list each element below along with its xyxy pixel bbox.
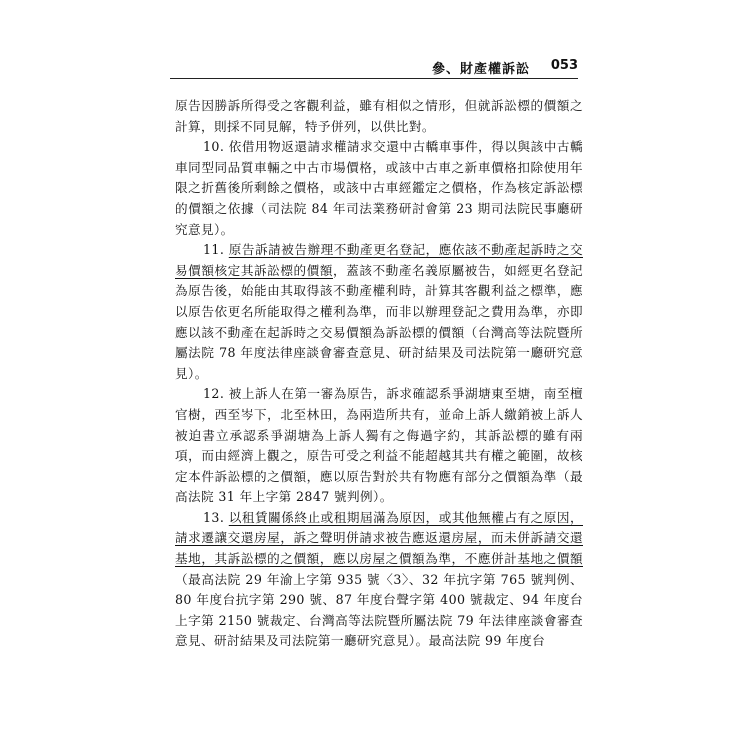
paragraph-text: ，蓋該不動產名義原屬被告，如經更名登記為原告後，始能由其取得該不動產權利時，計算其客觀利益之標準，應以原告依更名所能取得之權利為準，而非以辦理登記之費用為準，亦即應以該不動產在起訴時之交易價額為訴訟標的價額（台灣高等法院暨所屬法院 78 年度法律座談會審查意見、研討結果及司法院第一廳研究意見）。: [175, 262, 583, 381]
underlined-holding: 以租賃關係終止或租期屆滿為原因，或其他無權占有之原因，請求遷讓交還房屋，訴之聲明併請求被告應返還房屋，而未併訴請交還基地，其訴訟標的之價額，應以房屋之價額為準，不應併計基地之價額: [175, 509, 583, 567]
underlined-holding: 原告訴請被告辦理不動產更名登記，應依該不動產起訴時之交易價額核定其訴訟標的價額: [175, 242, 583, 278]
paragraph-item-13: [175, 508, 583, 652]
paragraph-item-12: 12. 被上訴人在第一審為原告，訴求確認系爭湖塘東至塘，南至檀官樹，西至岑下，北至林田，為兩造所共有，並命上訴人繳銷被上訴人被迫書立承認系爭湖塘為上訴人獨有之侮過字約，其訴訟標的雖有兩項，而由經濟上觀之，原告可受之利益不能超越其共有權之範圍，故核定本件訴訟標的之價額，應以原告對於共有物應有部分之價額為準（最高法院 31 年上字第 2847 號判例）。: [175, 386, 583, 505]
item-number: 13.: [203, 509, 225, 525]
running-header: [170, 58, 578, 79]
chapter-title: 參、財產權訴訟: [431, 62, 530, 77]
page-number: 053: [550, 58, 578, 73]
paragraph-intro: 原告因勝訴所得受之客觀利益，雖有相似之情形，但就訴訟標的價額之計算，則採不同見解，特予併列，以供比對。: [175, 98, 583, 134]
paragraph-item-11: [175, 240, 583, 384]
item-number: 11.: [203, 242, 225, 258]
page-body: [175, 96, 583, 652]
paragraph-item-10: 10. 依借用物返還請求權請求交還中古轎車事件，得以與該中古轎車同型同品質車輛之中古市場價格，或該中古車之新車價格扣除使用年限之折舊後所剩餘之價格，或該中古車經鑑定之價格，作為核定訴訟標的價額之依據（司法院 84 年司法業務研討會第 23 期司法院民事廳研究意見）。: [175, 139, 583, 237]
paragraph-text: （最高法院 29 年渝上字第 935 號〈3〉、32 年抗字第 765 號判例、80 年度台抗字第 290 號、87 年度台聲字第 400 號裁定、94 年度台上字第 2150 號裁定、台灣高等法院暨所屬法院 79 年法律座談會審查意見、研討結果及司法院第一廳研究意見）。最高法院 99 年度台: [175, 571, 583, 649]
